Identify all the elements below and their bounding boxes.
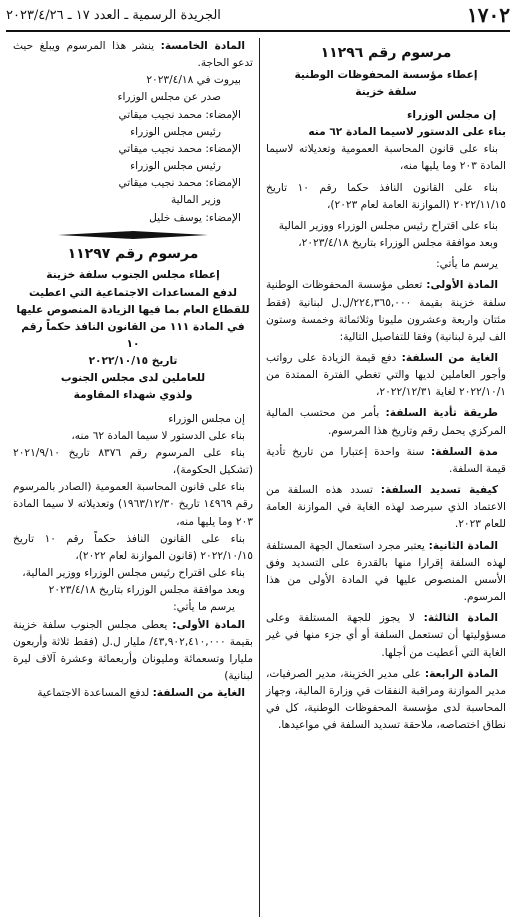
decree-title-line: في المادة ١١١ من القانون النافذ حكماً رقم ١٠ xyxy=(21,320,245,351)
decree-number: مرسوم رقم ١١٢٩٧ xyxy=(67,245,199,262)
signature-role: وزير المالية xyxy=(170,194,221,207)
decree-title-line: تاريخ ٢٠٢٢/١٠/١٥ xyxy=(88,355,178,368)
signature-role: صدر عن مجلس الوزراء xyxy=(117,91,221,104)
article-label: الغاية من السلفة: xyxy=(152,687,245,700)
signature-name: الإمضاء: محمد نجيب ميقاتي xyxy=(118,177,241,190)
article-text: ينشر هذا المرسوم ويبلغ حيث تدعو الحاجة. xyxy=(13,40,253,70)
article-paragraph xyxy=(266,538,506,607)
article-label: مدة السلفة: xyxy=(431,445,498,458)
page-header xyxy=(6,0,510,32)
decrees-line: يرسم ما يأتي: xyxy=(436,258,498,271)
article-paragraph xyxy=(13,38,253,72)
basis-paragraph: بناء على قانون المحاسبة العمومية وتعديلاته لاسيما المادة ٢٠٣ وما يليها منه، xyxy=(266,143,506,173)
decree-number: مرسوم رقم ١١٢٩٦ xyxy=(320,45,452,61)
council-intro: إن مجلس الوزراء xyxy=(406,108,496,121)
right-column xyxy=(262,32,510,917)
place-date: بيروت في ٢٠٢٣/٤/١٨ xyxy=(146,74,241,87)
decree-title-line: للعاملين لدى مجلس الجنوب xyxy=(60,372,206,385)
article-text: دفع قيمة الزيادة على رواتب وأجور العاملين لديها والتي تغطي الفترة الممتدة من ٢٠٢٢/١٠/١ لغاية ٢٠٢٢/١٢/٣١، xyxy=(266,352,506,399)
basis-paragraph: وبعد موافقة مجلس الوزراء بتاريخ ٢٠٢٣/٤/١٨ xyxy=(48,584,245,597)
article-label: المادة الأولى: xyxy=(172,618,245,631)
article-paragraph xyxy=(266,405,506,439)
decree-title-line: للقطاع العام بما فيها الزيادة المنصوص عليها xyxy=(16,303,250,316)
decree-title-line: ولذوي شهداء المقاومة xyxy=(73,389,193,402)
basis-paragraph: بناء على قانون المحاسبة العمومية (الصادر بالمرسوم رقم ١٤٩٦٩ تاريخ ١٩٦٣/١٢/٣٠) وتعديلاته لا سيما المادة ٢٠٣ وما يليها منه، xyxy=(13,481,253,528)
two-columns xyxy=(6,32,510,917)
column-divider xyxy=(259,38,260,917)
decrees-line: يرسم ما يأتي: xyxy=(173,601,235,614)
article-text: يعطى مجلس الجنوب سلفة خزينة بقيمة ٤٣,٩٠٢,٤١٠,٠٠٠/ مليار ل.ل (فقط ثلاثة وأربعون مليارا وتسعمائة ومليونان وأربعمائة وعشرة آلاف ليرة لبنانية) xyxy=(13,618,253,682)
article-text: سنة واحدة إعتبارا من تاريخ تأدية قيمة السلفة. xyxy=(266,445,506,475)
article-paragraph xyxy=(13,617,253,686)
left-column xyxy=(9,32,257,917)
decree-title-line: سلفة خزينة xyxy=(355,85,417,98)
gazette-title: الجريدة الرسمية ـ العدد ١٧ ـ ٢٠٢٣/٤/٢٦ xyxy=(6,7,221,23)
council-intro: إن مجلس الوزراء xyxy=(168,412,245,425)
basis-paragraph: بناء على الدستور لا سيما المادة ٦٢ منه، xyxy=(71,429,245,442)
basis-paragraph: بناء على المرسوم رقم ٨٣٧٦ تاريخ ٢٠٢١/٩/١٠ (تشكيل الحكومة)، xyxy=(13,446,253,477)
signature-name: الإمضاء: يوسف خليل xyxy=(149,211,241,224)
signature-name: الإمضاء: محمد نجيب ميقاتي xyxy=(118,108,241,121)
basis-paragraph: بناء على اقتراح رئيس مجلس الوزراء ووزير المالية، xyxy=(22,567,245,580)
article-label: المادة الثالثة: xyxy=(423,612,498,625)
article-label: الغاية من السلفة: xyxy=(401,352,498,365)
article-paragraph xyxy=(266,610,506,661)
article-paragraph xyxy=(266,482,506,533)
article-text: تعطى مؤسسة المحفوظات الوطنية سلفة خزينة بقيمة ٢٢٤,٣٦٥,٠٠٠/ل.ل لبنانية (فقط مئتان واربعة وعشرون مليونا وثلاثمائة وخمسة وستون الف ليرة لبنانية) وفقا للتفاصيل التالية: xyxy=(266,279,506,343)
article-label: المادة الثانية: xyxy=(428,539,498,552)
article-text: على مدير الخزينة، مدير الصرفيات، مدير الموازنة ومراقبة النفقات في وزارة المالية، وجهاز المحاسبة لدى مؤسسة المحفوظات الوطنية، كل في نطاق اختصاصه، ملاحقة تسديد السلفة في مواعيدها. xyxy=(266,667,506,732)
article-label: المادة الخامسة: xyxy=(160,40,246,52)
article-text: لدفع المساعدة الاجتماعية xyxy=(37,687,150,700)
article-label: المادة الرابعة: xyxy=(424,667,498,680)
section-divider-ornament xyxy=(13,231,253,239)
article-paragraph xyxy=(13,685,253,702)
basis-paragraph: بناء على القانون النافذ حكماً رقم ١٠ تاريخ ٢٠٢٢/١٠/١٥ (قانون الموازنة لعام ٢٠٢٢)، xyxy=(13,532,253,562)
article-paragraph xyxy=(266,350,506,401)
article-paragraph xyxy=(266,666,506,735)
article-paragraph xyxy=(266,444,506,478)
basis-paragraph: وبعد موافقة مجلس الوزراء بتاريخ ٢٠٢٣/٤/١٨، xyxy=(298,237,498,250)
article-text: بأمر من محتسب المالية المركزي يحمل رقم وتاريخ هذا المرسوم. xyxy=(266,407,506,437)
page-number: ١٧٠٢ xyxy=(467,3,510,27)
article-text: تسدد هذه السلفة من الاعتماد الذي سيرصد لهذه الغاية في الموازنة العامة للعام ٢٠٢٣. xyxy=(266,484,506,531)
article-label: طريقة تأدية السلفة: xyxy=(385,407,499,420)
signature-role: رئيس مجلس الوزراء xyxy=(130,125,221,138)
basis-paragraph: بناء على اقتراح رئيس مجلس الوزراء ووزير المالية xyxy=(278,219,498,232)
article-text: يعتبر مجرد استعمال الجهة المستلفة لهذه السلفة إقرارا منها بالقدرة على التسديد وفق الأسس المنصوص عليها في المادة الأولى من هذا المرسوم. xyxy=(266,539,506,604)
decree-title-line: لدفع المساعدات الاجتماعية التي اعطيت xyxy=(28,286,238,299)
article-label: المادة الأولى: xyxy=(426,279,498,292)
decree-title-line: إعطاء مجلس الجنوب سلفة خزينة xyxy=(46,269,220,282)
signature-role: رئيس مجلس الوزراء xyxy=(130,160,221,173)
basis-paragraph: بناء على القانون النافذ حكما رقم ١٠ تاريخ ٢٠٢٢/١١/١٥ (الموازنة العامة لعام ٢٠٢٣)، xyxy=(266,181,506,211)
article-label: كيفية تسديد السلفة: xyxy=(380,484,498,497)
decree-title-line: إعطاء مؤسسة المحفوظات الوطنية xyxy=(294,68,478,81)
basis-paragraph: بناء على الدستور لاسيما المادة ٦٢ منه xyxy=(308,126,506,139)
signature-name: الإمضاء: محمد نجيب ميقاتي xyxy=(118,142,241,155)
article-text: لا يجوز للجهة المستلفة وعلى مسؤوليتها أن تستعمل السلفة أو أي جزء منها في غير الغاية التي أعطيت من أجلها. xyxy=(266,612,506,659)
article-paragraph xyxy=(266,277,506,346)
